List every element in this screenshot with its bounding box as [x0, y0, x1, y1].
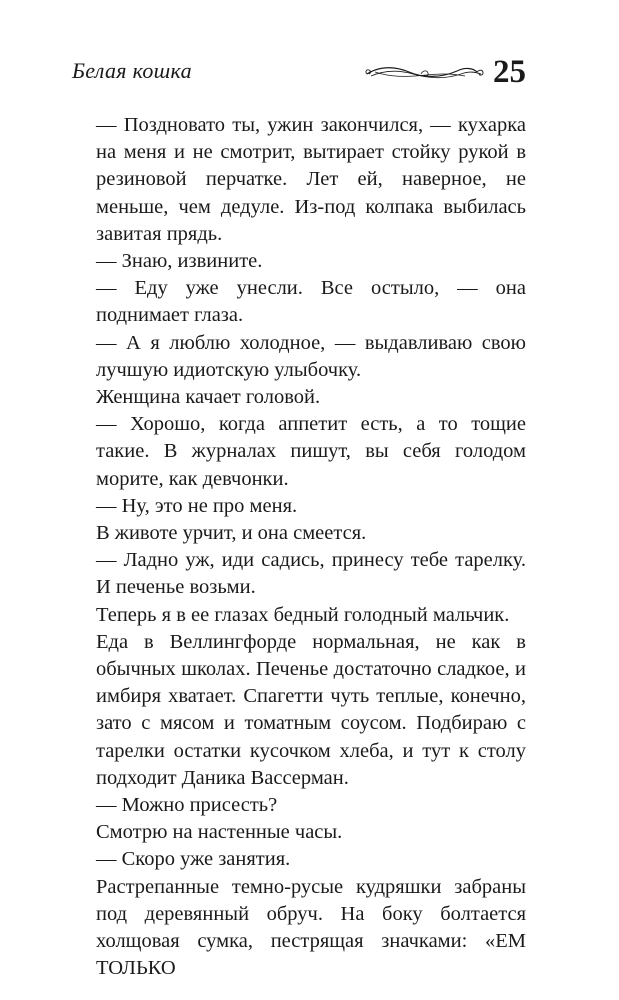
paragraph: — Ну, это не про меня.	[96, 494, 298, 517]
paragraph: Смотрю на настенные часы.	[96, 821, 343, 844]
paragraph: Растрепанные темно-русые кудряшки забраны под деревянный обруч. На боку болтается холщовая сумка, пестрящая значками: «ЕМ ТОЛЬКО	[96, 875, 526, 980]
paragraph: Женщина качает головой.	[96, 386, 321, 409]
paragraph: — Скоро уже занятия.	[96, 848, 291, 871]
paragraph: — Знаю, извините.	[96, 250, 263, 273]
paragraph: — А я люблю холодное, — выдавливаю свою лучшую идиотскую улыбочку.	[96, 331, 526, 381]
paragraph: — Поздновато ты, ужин закончился, — кухарка на меня и не смотрит, вытирает стойку рукой в резиновой перчатке. Лет ей, наверное, не меньше, чем дедуле. Из-под колпака выбилась завитая прядь.	[96, 114, 526, 245]
page-header	[0, 0, 619, 100]
page-number: 25	[493, 54, 526, 90]
running-title: Белая кошка	[72, 58, 192, 83]
text-body	[96, 112, 526, 983]
flourish-ornament-icon	[365, 60, 485, 84]
paragraph: — Еду уже унесли. Все остыло, — она поднимает глаза.	[96, 277, 526, 327]
paragraph: Теперь я в ее глазах бедный голодный мальчик.	[96, 603, 510, 626]
paragraph: В животе урчит, и она смеется.	[96, 522, 367, 545]
paragraph: Еда в Веллингфорде нормальная, не как в обычных школах. Печенье достаточно сладкое, и имбиря хватает. Спагетти чуть теплые, конечно, зато с мясом и томатным соусом. Подбираю с тарелки остатки кусочком хлеба, и тут к столу подходит Даника Вассерман.	[96, 630, 526, 789]
paragraph: — Хорошо, когда аппетит есть, а то тощие такие. В журналах пишут, вы себя голодом морите, как девчонки.	[96, 413, 526, 490]
paragraph: — Можно присесть?	[96, 794, 278, 817]
paragraph: — Ладно уж, иди садись, принесу тебе тарелку. И печенье возьми.	[96, 549, 526, 599]
